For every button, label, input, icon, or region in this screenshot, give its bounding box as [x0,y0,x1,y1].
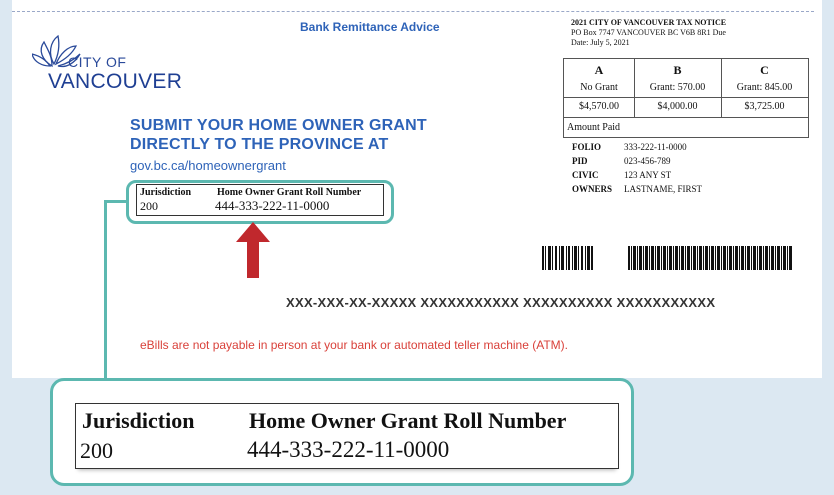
scan-line-text: XXX-XXX-XX-XXXXX XXXXXXXXXXX XXXXXXXXXX XXXXXXXXXXX [286,295,716,310]
grant-column-label: No Grant [580,82,618,93]
jurisdiction-label: Jurisdiction [140,187,192,198]
grant-heading-line: DIRECTLY TO THE PROVINCE AT [130,136,389,153]
barcode-icon [542,246,594,270]
jurisdiction-value: 200 [140,199,158,213]
owners-label: OWNERS [572,184,613,194]
pid-label: PID [572,156,588,166]
tax-notice-header [571,18,726,48]
grant-column-amount: $3,725.00 [744,101,785,112]
tear-line [12,11,814,12]
table-divider [564,97,808,98]
grant-column-amount: $4,000.00 [657,101,698,112]
folio-value: 333-222-11-0000 [624,142,687,152]
amount-paid-label: Amount Paid [567,122,621,133]
barcode-icon [628,246,792,270]
highlight-outline [126,180,394,224]
property-info [572,140,702,196]
roll-number-value: 444-333-222-11-0000 [215,198,330,213]
grant-heading-line: SUBMIT YOUR HOME OWNER GRANT [130,117,427,134]
grant-column-letter: C [760,63,769,77]
roll-number-box-large [75,403,619,469]
red-up-arrow-icon [236,222,270,278]
grant-url-link[interactable]: gov.bc.ca/homeownergrant [130,158,286,173]
grant-column-label: Grant: 845.00 [736,82,793,93]
ebills-warning: eBills are not payable in person at your bank or automated teller machine (ATM). [140,338,568,352]
pid-value: 023-456-789 [624,156,671,166]
folio-label: FOLIO [572,142,602,152]
grant-column-letter: A [594,63,604,77]
roll-number-label: Home Owner Grant Roll Number [249,408,567,433]
grant-options-table [563,58,809,138]
city-logo [32,32,192,102]
jurisdiction-value: 200 [80,438,113,463]
grant-instructions-heading [130,116,427,154]
owners-value: LASTNAME, FIRST [624,184,703,194]
notice-address: PO Box 7747 VANCOUVER BC V6B 8R1 Due [571,28,726,37]
roll-number-zoom-panel [50,378,634,486]
roll-number-label: Home Owner Grant Roll Number [217,187,362,198]
notice-date: Date: July 5, 2021 [571,38,630,47]
table-divider [564,117,808,118]
grant-column-letter: B [673,63,682,77]
callout-connector [104,200,107,386]
grant-column-label: Grant: 570.00 [649,82,706,93]
civic-label: CIVIC [572,170,599,180]
civic-value: 123 ANY ST [624,170,672,180]
logo-vancouver-text: VANCOUVER [48,70,183,93]
notice-title: 2021 CITY OF VANCOUVER TAX NOTICE [571,18,727,27]
logo-city-text: CITY OF [68,54,127,70]
jurisdiction-label: Jurisdiction [82,408,195,433]
remittance-title: Bank Remittance Advice [300,20,440,34]
callout-connector [104,200,128,203]
roll-number-value: 444-333-222-11-0000 [247,437,450,462]
grant-column-amount: $4,570.00 [579,101,619,112]
